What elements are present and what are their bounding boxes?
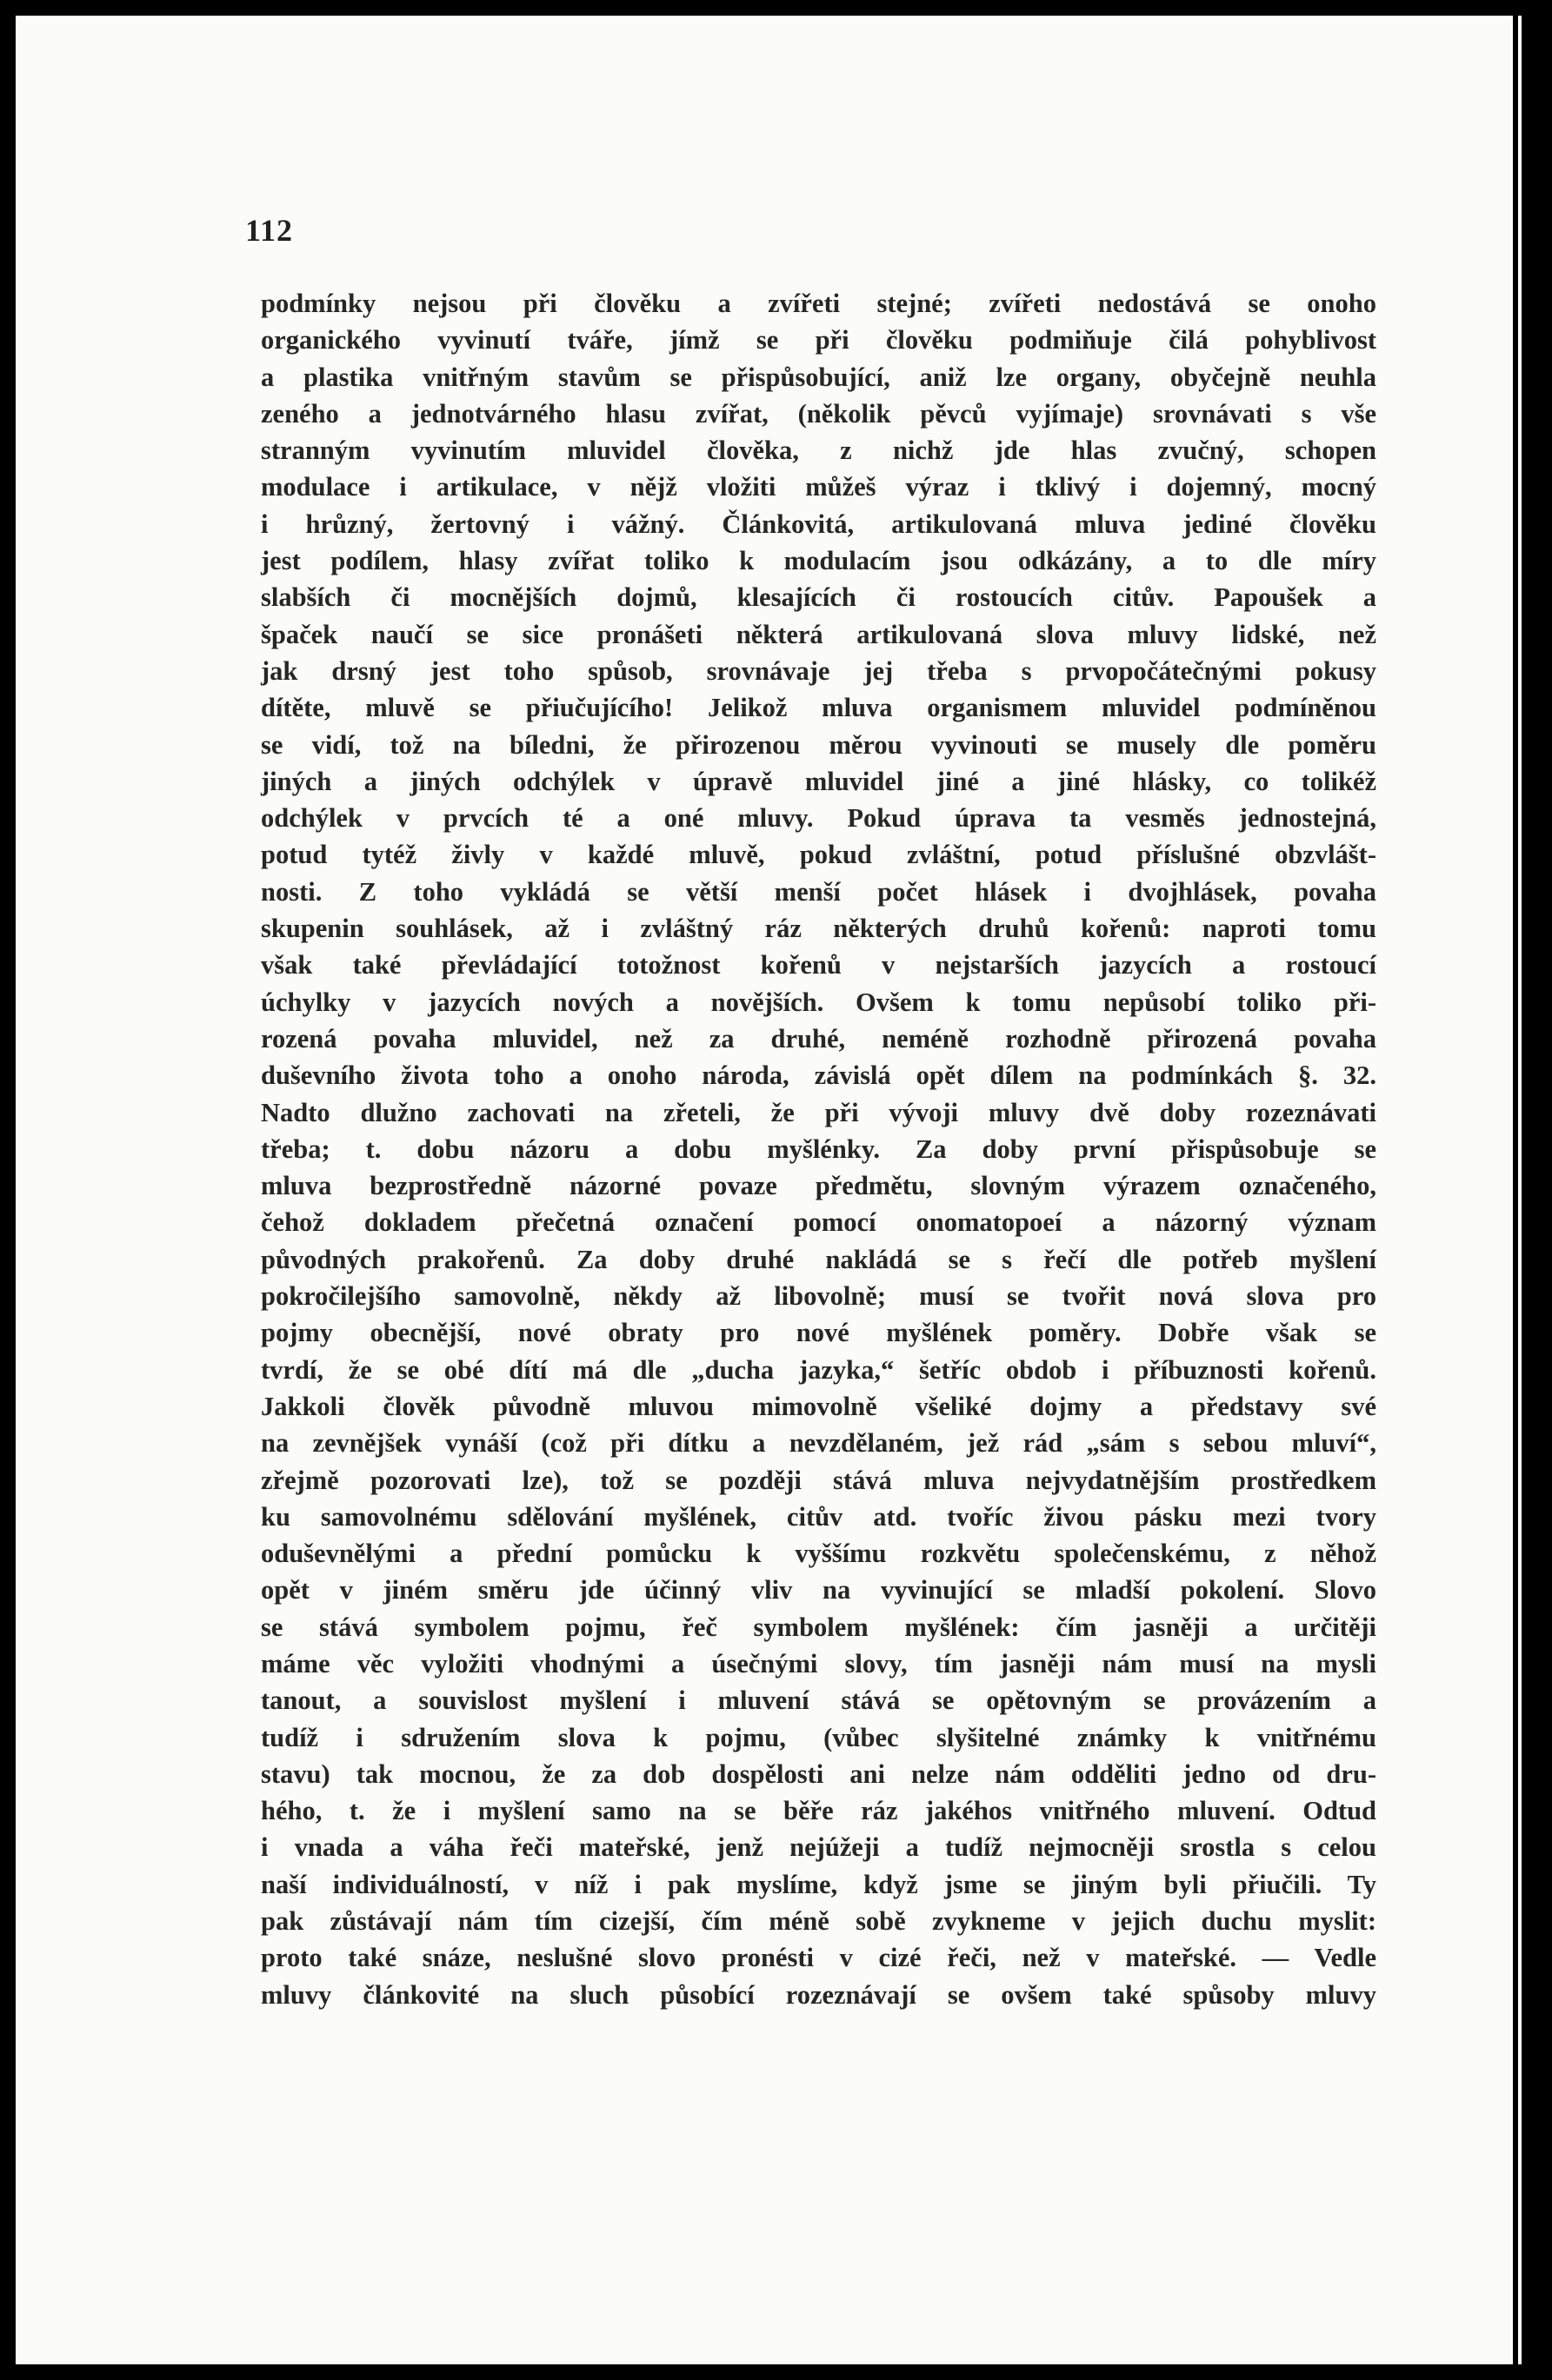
text-line: máme věc vyložiti vhodnými a úsečnými slovy, tím jasněji nám musí na mysli xyxy=(261,1648,1376,1679)
text-line: duševního života toho a onoho národa, závislá opět dílem na podmínkách §. 32. xyxy=(261,1060,1376,1091)
text-line: organického vyvinutí tváře, jímž se při člověku podmiňuje čilá pohyblivost xyxy=(261,325,1376,356)
text-line: třeba; t. dobu názoru a dobu myšlénky. Za doby první přispůsobuje se xyxy=(261,1133,1376,1164)
text-line: hého, t. že i myšlení samo na se běře ráz jakéhos vnitřného mluvení. Odtud xyxy=(261,1796,1376,1826)
text-line: jest podílem, hlasy zvířat toliko k modulacím jsou odkázány, a to dle míry xyxy=(261,546,1376,576)
text-line: Jakkoli člověk původně mluvou mimovolně všeliké dojmy a představy své xyxy=(261,1391,1376,1421)
text-line: mluva bezprostředně názorné povaze předmětu, slovným výrazem označeného, xyxy=(261,1171,1376,1201)
text-line: zeného a jednotvárného hlasu zvířat, (několik pěvců vyjímaje) srovnávati s vše xyxy=(261,398,1376,429)
text-line: zřejmě pozorovati lze), tož se později stává mluva nejvydatnějším prostředkem xyxy=(261,1465,1376,1495)
page-number: 112 xyxy=(245,213,294,248)
text-line: se stává symbolem pojmu, řeč symbolem myšlének: čím jasněji a určitěji xyxy=(261,1612,1376,1642)
text-line: jiných a jiných odchýlek v úpravě mluvidel jiné a jiné hlásky, co tolikéž xyxy=(261,766,1376,796)
text-line: pokročilejšího samovolně, někdy až libovolně; musí se tvořit nová slova pro xyxy=(261,1281,1376,1312)
text-line: rozená povaha mluvidel, než za druhé, neméně rozhodně přirozená povaha xyxy=(261,1023,1376,1054)
text-line: čehož dokladem přečetná označení pomocí onomatopoeí a názorný význam xyxy=(261,1207,1376,1238)
text-line: odchýlek v prvcích té a oné mluvy. Pokud úprava ta vesměs jednostejná, xyxy=(261,803,1376,834)
text-line: Nadto dlužno zachovati na zřeteli, že při vývoji mluvy dvě doby rozeznávati xyxy=(261,1097,1376,1127)
text-line: nosti. Z toho vykládá se větší menší počet hlásek i dvojhlásek, povaha xyxy=(261,876,1376,907)
body-text xyxy=(261,285,1376,2013)
text-line: jak drsný jest toho spůsob, srovnávaje jej třeba s prvopočátečnými pokusy xyxy=(261,655,1376,686)
text-line: tanout, a souvislost myšlení i mluvení stává se opětovným se provázením a xyxy=(261,1685,1376,1716)
text-line: stavu) tak mocnou, že za dob dospělosti ani nelze nám odděliti jedno od dru- xyxy=(261,1758,1376,1789)
text-line: se vidí, tož na bíledni, že přirozenou měrou vyvinouti se musely dle poměru xyxy=(261,729,1376,760)
text-line: i vnada a váha řeči mateřské, jenž nejúžeji a tudíž nejmocněji srostla s celou xyxy=(261,1832,1376,1863)
text-line: potud tytéž živly v každé mluvě, pokud zvláštní, potud příslušné obzvlášt- xyxy=(261,840,1376,870)
text-line: úchylky v jazycích nových a novějších. Ovšem k tomu nepůsobí toliko při- xyxy=(261,987,1376,1017)
text-line: skupenin souhlásek, až i zvláštný ráz některých druhů kořenů: naproti tomu xyxy=(261,914,1376,944)
text-line: podmínky nejsou při člověku a zvířeti stejné; zvířeti nedostává se onoho xyxy=(261,289,1376,318)
text-line: tvrdí, že se obé dítí má dle „ducha jazyka,“ šetříc obdob i příbuznosti kořenů. xyxy=(261,1354,1376,1385)
text-line: však také převládající totožnost kořenů v nejstarších jazycích a rostoucí xyxy=(261,950,1376,981)
text-line: na zevnějšek vynáší (což při dítku a nevzdělaném, jež rád „sám s sebou mluví“, xyxy=(261,1428,1376,1459)
book-page xyxy=(16,16,1513,2364)
text-line: stranným vyvinutím mluvidel člověka, z nichž jde hlas zvučný, schopen xyxy=(261,435,1376,466)
text-line: tudíž i sdružením slova k pojmu, (vůbec slyšitelné známky k vnitřnému xyxy=(261,1722,1376,1752)
text-line: modulace i artikulace, v nějž vložiti můžeš výraz i tklivý i dojemný, mocný xyxy=(261,472,1376,502)
text-line: oduševnělými a přední pomůcku k vyššímu rozkvětu společenskému, z něhož xyxy=(261,1539,1376,1569)
text-line: proto také snáze, neslušné slovo pronésti v cizé řeči, než v mateřské. — Vedle xyxy=(261,1943,1376,1973)
text-line: špaček naučí se sice pronášeti některá artikulovaná slova mluvy lidské, než xyxy=(261,619,1376,649)
text-line: původných prakořenů. Za doby druhé nakládá se s řečí dle potřeb myšlení xyxy=(261,1244,1376,1274)
text-line: mluvy článkovité na sluch působící rozeznávají se ovšem také spůsoby mluvy xyxy=(261,1979,1376,2010)
text-line: a plastika vnitřným stavům se přispůsobující, aniž lze organy, obyčejně neuhla xyxy=(261,362,1376,392)
text-line: slabších či mocnějších dojmů, klesajících či rostoucích citův. Papoušek a xyxy=(261,582,1376,613)
page-edge-rule xyxy=(1518,16,1522,2364)
text-line: opět v jiném směru jde účinný vliv na vyvinující se mladší pokolení. Slovo xyxy=(261,1575,1376,1606)
text-line: ku samovolnému sdělování myšlének, citův atd. tvoříc živou pásku mezi tvory xyxy=(261,1501,1376,1532)
text-line: naší individuálností, v níž i pak myslíme, když jsme se jiným byli přiučili. Ty xyxy=(261,1869,1376,1899)
text-line: pojmy obecnější, nové obraty pro nové myšlének poměry. Dobře však se xyxy=(261,1318,1376,1348)
text-line: i hrůzný, žertovný i vážný. Článkovitá, artikulovaná mluva jediné člověku xyxy=(261,509,1376,539)
text-line: pak zůstávají nám tím cizejší, čím méně sobě zvykneme v jejich duchu myslit: xyxy=(261,1906,1376,1937)
text-line: dítěte, mluvě se přiučujícího! Jelikož mluva organismem mluvidel podmíněnou xyxy=(261,693,1376,723)
